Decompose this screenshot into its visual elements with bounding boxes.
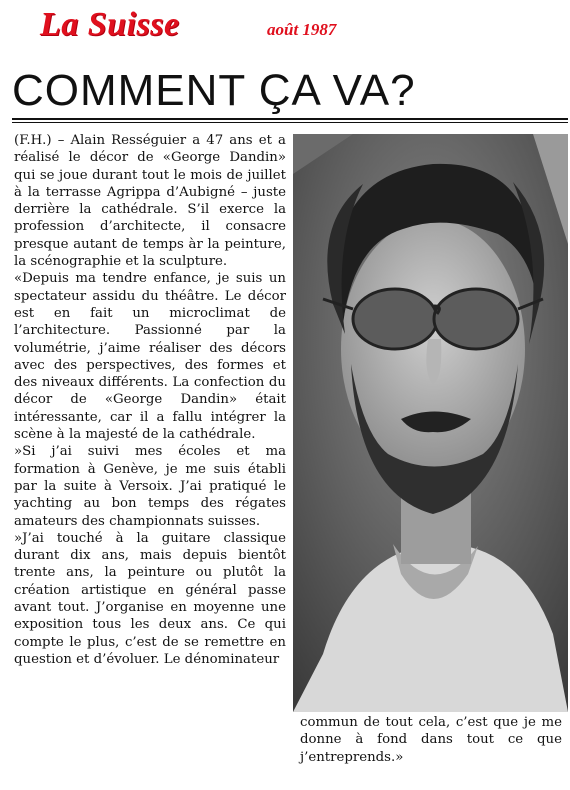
article-paragraph-2: «Depuis ma tendre enfance, je suis un spectateur assidu du théâtre. Le décor est en fait un microclimat de l’architecture. Passionné par la volumétrie, j’aime réaliser des décors avec des perspectives, des formes et des niveaux différents. La confection du décor de «George Dandin» était intéressante, car il a fallu intégrer la scène à la majesté de la cathédrale. [14,271,286,443]
article-body [14,132,286,668]
portrait-image [293,134,568,712]
article-paragraph-4: »J’ai touché à la guitare classique durant dix ans, mais depuis bientôt trente ans, la peinture ou plutôt la création artistique en général passe avant tout. J’organise en moyenne une exposition tous les deux ans. Ce qui compte le plus, c’est de se remettre en question et d’évoluer. Le dénominateur [14,530,286,667]
newspaper-name: La Suisse [40,6,180,43]
headline-rule-thin [12,122,568,123]
issue-date: août 1987 [267,20,337,39]
article-headline: COMMENT ÇA VA? [12,66,416,115]
article-continuation [300,714,562,766]
headline-rule [12,118,568,120]
article-paragraph-3: »Si j’ai suivi mes écoles et ma formation à Genève, je me suis établi par la suite à Versoix. J’ai pratiqué le yachting au bon temps des régates amateurs des championnats suisses. [14,444,286,529]
article-paragraph-1: (F.H.) – Alain Rességuier a 47 ans et a réalisé le décor de «George Dandin» qui se joue durant tout le mois de juillet à la terrasse Agrippa d’Aubigné – juste derrière la cathédrale. S’il exerce la profession d’architecte, il consacre presque autant de temps àr la peinture, la scénographie et la sculpture. [14,133,286,270]
article-paragraph-continuation: commun de tout cela, c’est que je me donne à fond dans tout ce que j’entreprends.» [300,715,562,765]
portrait-photo [293,134,568,712]
